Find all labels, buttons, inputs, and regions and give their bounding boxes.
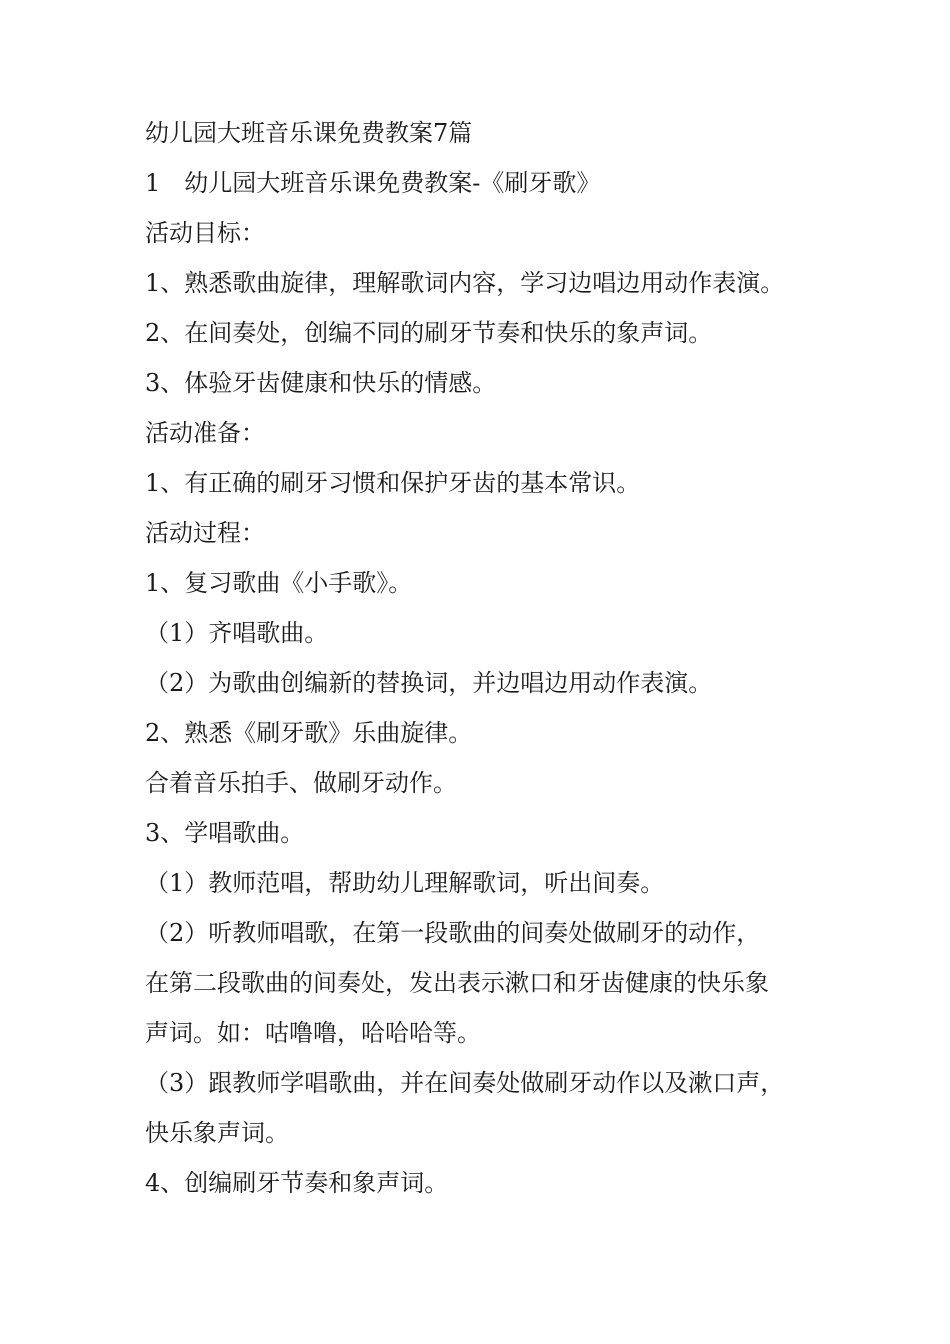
section-heading: 1 幼儿园大班音乐课免费教案-《刷牙歌》 bbox=[145, 169, 601, 197]
paragraph-line: （1）齐唱歌曲。 bbox=[145, 619, 329, 647]
paragraph-line: 4、创编刷牙节奏和象声词。 bbox=[145, 1169, 449, 1197]
document-title: 幼儿园大班音乐课免费教案7篇 bbox=[145, 119, 473, 147]
paragraph-line: （3）跟教师学唱歌曲，并在间奏处做刷牙动作以及漱口声， bbox=[145, 1069, 785, 1097]
paragraph-line: （1）教师范唱，帮助幼儿理解歌词，听出间奏。 bbox=[145, 869, 665, 897]
paragraph-line: （2）为歌曲创编新的替换词，并边唱边用动作表演。 bbox=[145, 669, 713, 697]
paragraph-line: 1、有正确的刷牙习惯和保护牙齿的基本常识。 bbox=[145, 469, 641, 497]
paragraph-line: 3、学唱歌曲。 bbox=[145, 819, 305, 847]
paragraph-line: 2、在间奏处，创编不同的刷牙节奏和快乐的象声词。 bbox=[145, 319, 713, 347]
paragraph-line: 活动准备： bbox=[145, 419, 265, 447]
paragraph-line: （2）听教师唱歌，在第一段歌曲的间奏处做刷牙的动作， bbox=[145, 919, 761, 947]
document-body bbox=[145, 108, 825, 1208]
paragraph-line: 在第二段歌曲的间奏处，发出表示漱口和牙齿健康的快乐象 bbox=[145, 969, 769, 997]
paragraph-line: 3、体验牙齿健康和快乐的情感。 bbox=[145, 369, 497, 397]
paragraph-line: 快乐象声词。 bbox=[145, 1119, 289, 1147]
paragraph-line: 1、复习歌曲《小手歌》。 bbox=[145, 569, 413, 597]
paragraph-line: 合着音乐拍手、做刷牙动作。 bbox=[145, 769, 457, 797]
paragraph-line: 活动过程： bbox=[145, 519, 265, 547]
paragraph-line: 声词。如：咕噜噜，哈哈哈等。 bbox=[145, 1019, 481, 1047]
paragraph-line: 1、熟悉歌曲旋律，理解歌词内容，学习边唱边用动作表演。 bbox=[145, 269, 785, 297]
paragraph-line: 活动目标： bbox=[145, 219, 265, 247]
paragraph-line: 2、熟悉《刷牙歌》乐曲旋律。 bbox=[145, 719, 473, 747]
